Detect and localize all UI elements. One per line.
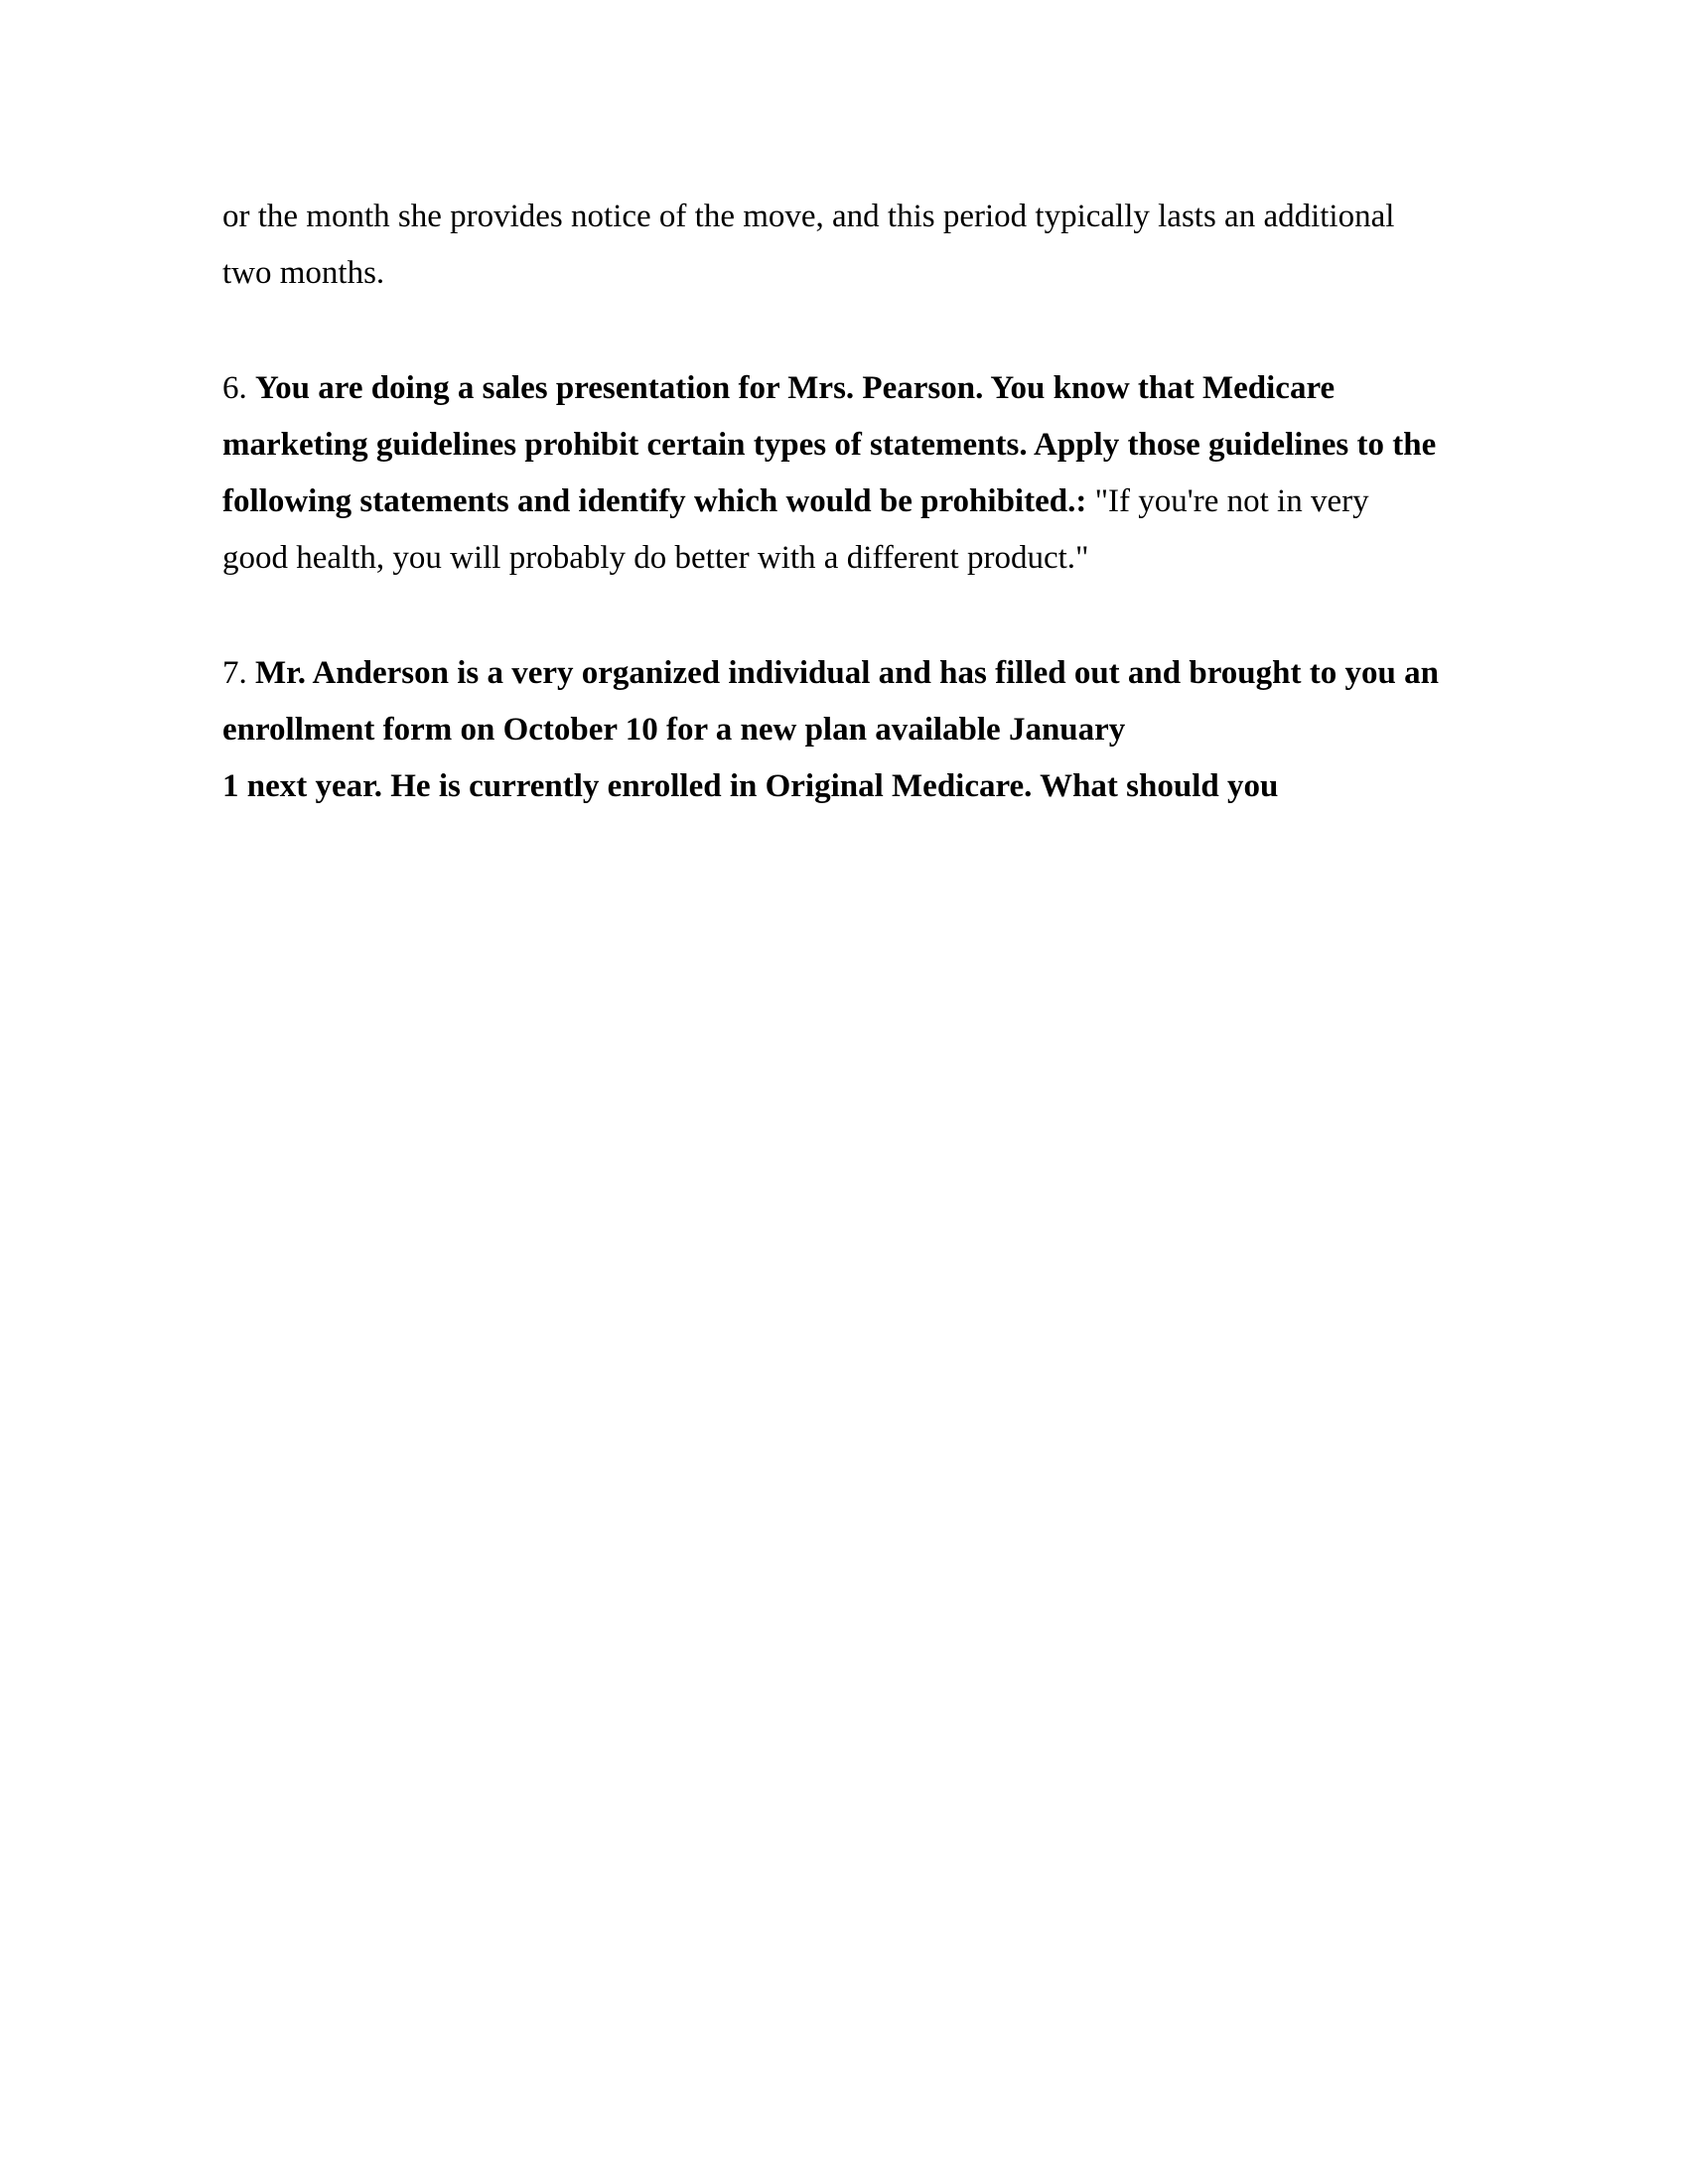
paragraph-continuation-line-1 <box>222 197 1394 236</box>
question-7-line-2 <box>222 710 1125 750</box>
question-6-prompt-text: You are doing a sales presentation for Mrs. Pearson. You know that Medicare <box>255 370 1336 406</box>
question-6-answer-text: "If you're not in very <box>1086 483 1369 519</box>
question-6-prompt-text: marketing guidelines prohibit certain types of statements. Apply those guidelines to the <box>222 427 1437 463</box>
question-7-prompt-text: 1 next year. He is currently enrolled in Original Medicare. What should you <box>222 768 1279 804</box>
question-6-line-2 <box>222 425 1436 465</box>
question-6-line-1 <box>222 368 1335 408</box>
question-6-answer-text: good health, you will probably do better with a different product." <box>222 540 1089 576</box>
question-7-number: 7. <box>222 655 255 691</box>
paragraph-continuation-line-2 <box>222 253 384 293</box>
question-6-line-4 <box>222 538 1089 578</box>
paragraph-text: two months. <box>222 255 385 291</box>
question-7-line-1 <box>222 653 1439 693</box>
question-6-number: 6. <box>222 370 255 406</box>
paragraph-text: or the month she provides notice of the move, and this period typically lasts an additional <box>222 199 1395 234</box>
question-7-prompt-text: Mr. Anderson is a very organized individual and has filled out and brought to you an <box>255 655 1439 691</box>
question-7-line-3 <box>222 766 1278 806</box>
question-6-line-3 <box>222 481 1369 521</box>
question-6-prompt-text: following statements and identify which would be prohibited.: <box>222 483 1087 519</box>
question-7-prompt-text: enrollment form on October 10 for a new plan available January <box>222 712 1126 748</box>
